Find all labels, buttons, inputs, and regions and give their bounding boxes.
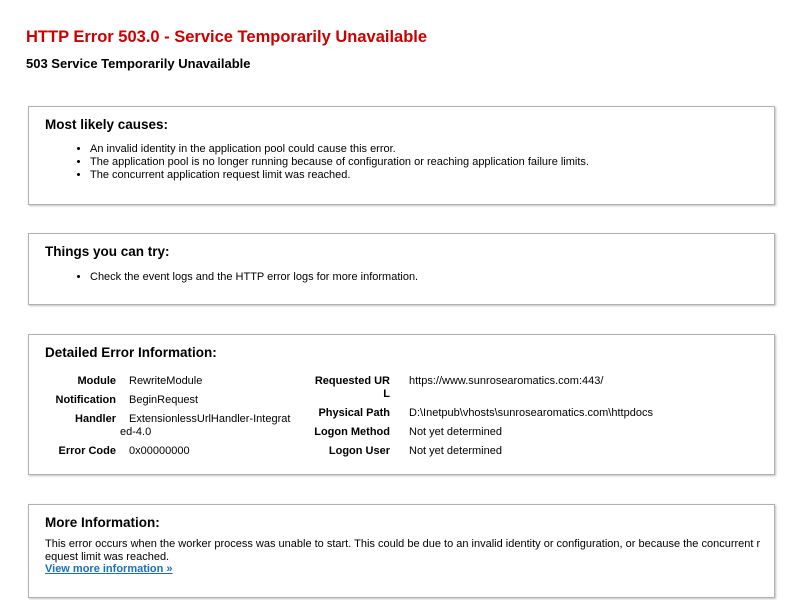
requested-url-label-line1: Requested UR [314, 375, 390, 387]
handler-value-line1: ExtensionlessUrlHandler-Integrat [129, 413, 291, 425]
physical-path-label: Physical Path [318, 407, 390, 419]
things-panel [28, 233, 775, 305]
things-heading: Things you can try: [45, 244, 170, 259]
causes-list [45, 143, 589, 182]
handler-value-line2: ed-4.0 [120, 426, 152, 438]
causes-heading: Most likely causes: [45, 117, 169, 132]
notification-value: BeginRequest [129, 394, 199, 406]
view-more-information-link[interactable]: View more information » [45, 563, 173, 575]
more-info-text: This error occurs when the worker process was unable to start. This could be due to an invalid identity or configuration, or because the concurrent request limit was reached. [45, 538, 761, 563]
list-item: • The concurrent application request limit was reached. [90, 169, 589, 182]
page-subtitle: 503 Service Temporarily Unavailable [26, 56, 251, 71]
details-heading: Detailed Error Information: [45, 345, 217, 360]
handler-label: Handler [75, 413, 116, 425]
module-label: Module [77, 375, 116, 387]
list-item: • An invalid identity in the application pool could cause this error. [90, 143, 589, 156]
notification-label: Notification [55, 394, 116, 406]
logon-method-value: Not yet determined [409, 426, 502, 438]
module-value: RewriteModule [129, 375, 203, 387]
error-code-label: Error Code [58, 445, 116, 457]
physical-path-value: D:\Inetpub\vhosts\sunrosearomatics.com\httpdocs [409, 407, 653, 419]
logon-user-value: Not yet determined [409, 445, 502, 457]
list-item: • The application pool is no longer running because of configuration or reaching application failure limits. [90, 156, 589, 169]
logon-user-label: Logon User [328, 445, 390, 457]
logon-method-label: Logon Method [314, 426, 390, 438]
more-info-heading: More Information: [45, 515, 160, 530]
page-title: HTTP Error 503.0 - Service Temporarily Unavailable [26, 28, 428, 46]
requested-url-value: https://www.sunrosearomatics.com:443/ [409, 375, 604, 387]
requested-url-label-line2: L [383, 388, 390, 400]
details-panel [28, 334, 775, 475]
causes-panel [28, 106, 775, 205]
list-item: • Check the event logs and the HTTP error logs for more information. [90, 271, 418, 284]
more-info-panel [28, 504, 775, 598]
error-code-value: 0x00000000 [129, 445, 190, 457]
things-list [45, 271, 418, 284]
